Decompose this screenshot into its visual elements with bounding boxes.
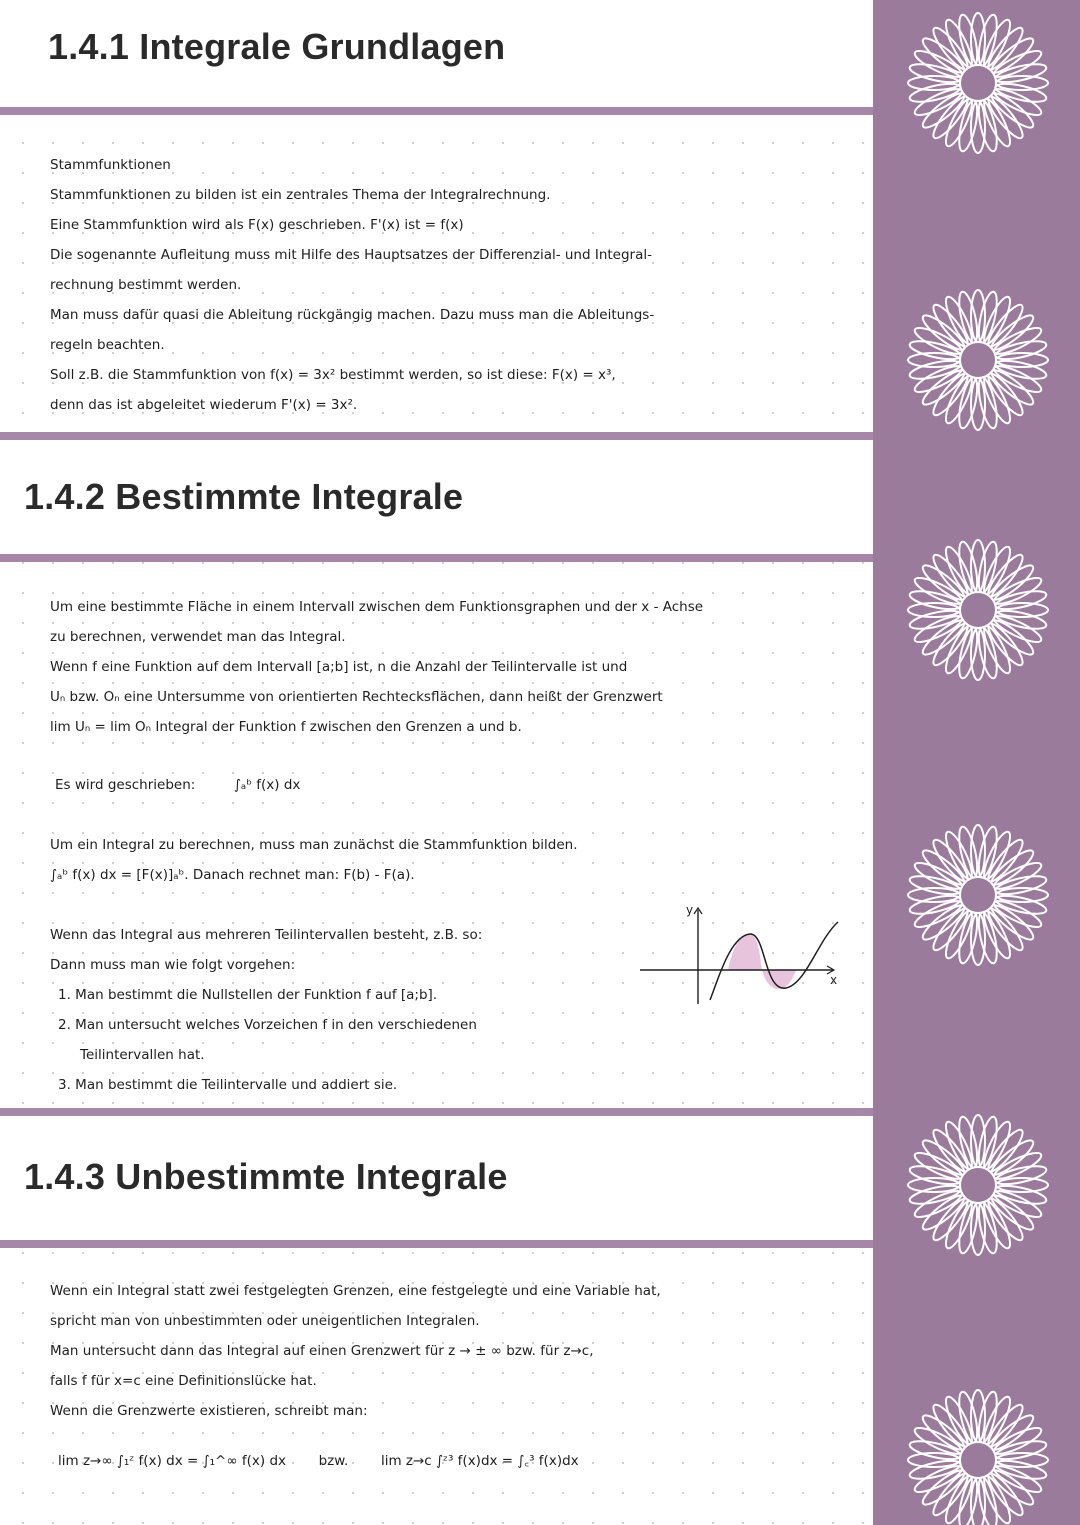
multi-interval-block	[50, 920, 630, 1100]
x-axis-label: x	[830, 973, 838, 987]
text-line: Die sogenannte Aufleitung muss mit Hilfe des Hauptsatzes der Differenzial- und Integral-	[50, 247, 653, 263]
limit-formula: lim z→c ∫ᶻ³ f(x)dx = ∫꜀³ f(x)dx	[380, 1453, 579, 1469]
text-line: Um eine bestimmte Fläche in einem Intervall zwischen dem Funktionsgraphen und der x - Achse	[50, 599, 704, 615]
limit-formula: lim z→∞ ∫₁ᶻ f(x) dx = ∫₁^∞ f(x) dx	[58, 1453, 286, 1469]
text-line: Wenn ein Integral statt zwei festgelegten Grenzen, eine festgelegte und eine Variable hat,	[50, 1283, 661, 1299]
function-sketch	[638, 900, 848, 1010]
text-line: Soll z.B. die Stammfunktion von f(x) = 3x² bestimmt werden, so ist diese: F(x) = x³,	[50, 367, 616, 383]
text-line: regeln beachten.	[50, 337, 165, 353]
flower-center	[960, 342, 996, 378]
flower-center	[960, 1442, 996, 1478]
flower-center	[960, 65, 996, 101]
flower-center	[960, 877, 996, 913]
text-line: rechnung bestimmt werden.	[50, 277, 242, 293]
text-line: Dann muss man wie folgt vorgehen:	[50, 957, 296, 973]
section-header-3	[0, 1108, 873, 1248]
subheading: Stammfunktionen	[50, 157, 171, 173]
section-title: 1.4.3 Unbestimmte Integrale	[24, 1156, 508, 1197]
flower-icon	[903, 1385, 1053, 1525]
flower-center	[960, 592, 996, 628]
text-line: Man untersucht dann das Integral auf einen Grenzwert für z → ± ∞ bzw. für z→c,	[50, 1343, 594, 1359]
text-line: Wenn f eine Funktion auf dem Intervall [a;b] ist, n die Anzahl der Teilintervalle ist und	[50, 659, 628, 675]
list-item: 2. Man untersucht welches Vorzeichen f in den verschiedenen	[58, 1017, 477, 1033]
text-line: Stammfunktionen zu bilden ist ein zentrales Thema der Integralrechnung.	[50, 187, 551, 203]
text-line: bzw.	[318, 1453, 349, 1469]
flower-center	[960, 1167, 996, 1203]
list-item: 1. Man bestimmt die Nullstellen der Funktion f auf [a;b].	[58, 987, 438, 1003]
text-line: Man muss dafür quasi die Ableitung rückgängig machen. Dazu muss man die Ableitungs-	[50, 307, 655, 323]
section-header-1	[0, 0, 873, 125]
text-line: Wenn das Integral aus mehreren Teilintervallen besteht, z.B. so:	[50, 927, 483, 943]
integral-formula: ∫ₐᵇ f(x) dx	[233, 777, 301, 793]
flower-icon	[903, 1110, 1053, 1260]
flower-icon	[903, 8, 1053, 158]
section-header-2	[0, 432, 873, 562]
decorative-sidebar	[873, 0, 1080, 1525]
section-body-3	[50, 1276, 860, 1426]
text-line: Es wird geschrieben:	[55, 777, 196, 793]
text-line: spricht man von unbestimmten oder uneigentlichen Integralen.	[50, 1313, 480, 1329]
text-line: Um ein Integral zu berechnen, muss man zunächst die Stammfunktion bilden.	[50, 837, 578, 853]
flower-icon	[903, 535, 1053, 685]
positive-area	[728, 934, 762, 970]
section-body-2	[50, 592, 860, 742]
text-line: lim Uₙ = lim Oₙ Integral der Funktion f zwischen den Grenzen a und b.	[50, 719, 522, 735]
flower-icon	[903, 285, 1053, 435]
final-formula	[58, 1446, 868, 1476]
text-line: Uₙ bzw. Oₙ eine Untersumme von orientierten Rechtecksflächen, dann heißt der Grenzwert	[50, 689, 663, 705]
text-line: falls f für x=c eine Definitionslücke hat.	[50, 1373, 317, 1389]
text-line: zu berechnen, verwendet man das Integral.	[50, 629, 346, 645]
text-line: ∫ₐᵇ f(x) dx = [F(x)]ₐᵇ. Danach rechnet man: F(b) - F(a).	[50, 867, 415, 883]
function-curve	[710, 922, 838, 1000]
flower-icon	[903, 820, 1053, 970]
calc-block	[50, 830, 860, 890]
section-body-1	[50, 150, 860, 420]
text-line: denn das ist abgeleitet wiederum F'(x) = 3x².	[50, 397, 358, 413]
text-line: Eine Stammfunktion wird als F(x) geschrieben. F'(x) ist = f(x)	[50, 217, 464, 233]
list-item: 3. Man bestimmt die Teilintervalle und addiert sie.	[58, 1077, 398, 1093]
y-axis-label: y	[686, 903, 694, 917]
list-item: Teilintervallen hat.	[80, 1047, 205, 1063]
section-title: 1.4.1 Integrale Grundlagen	[48, 26, 506, 67]
section-title: 1.4.2 Bestimmte Integrale	[24, 476, 464, 517]
text-line: Wenn die Grenzwerte existieren, schreibt man:	[50, 1403, 368, 1419]
written-formula	[55, 770, 865, 800]
